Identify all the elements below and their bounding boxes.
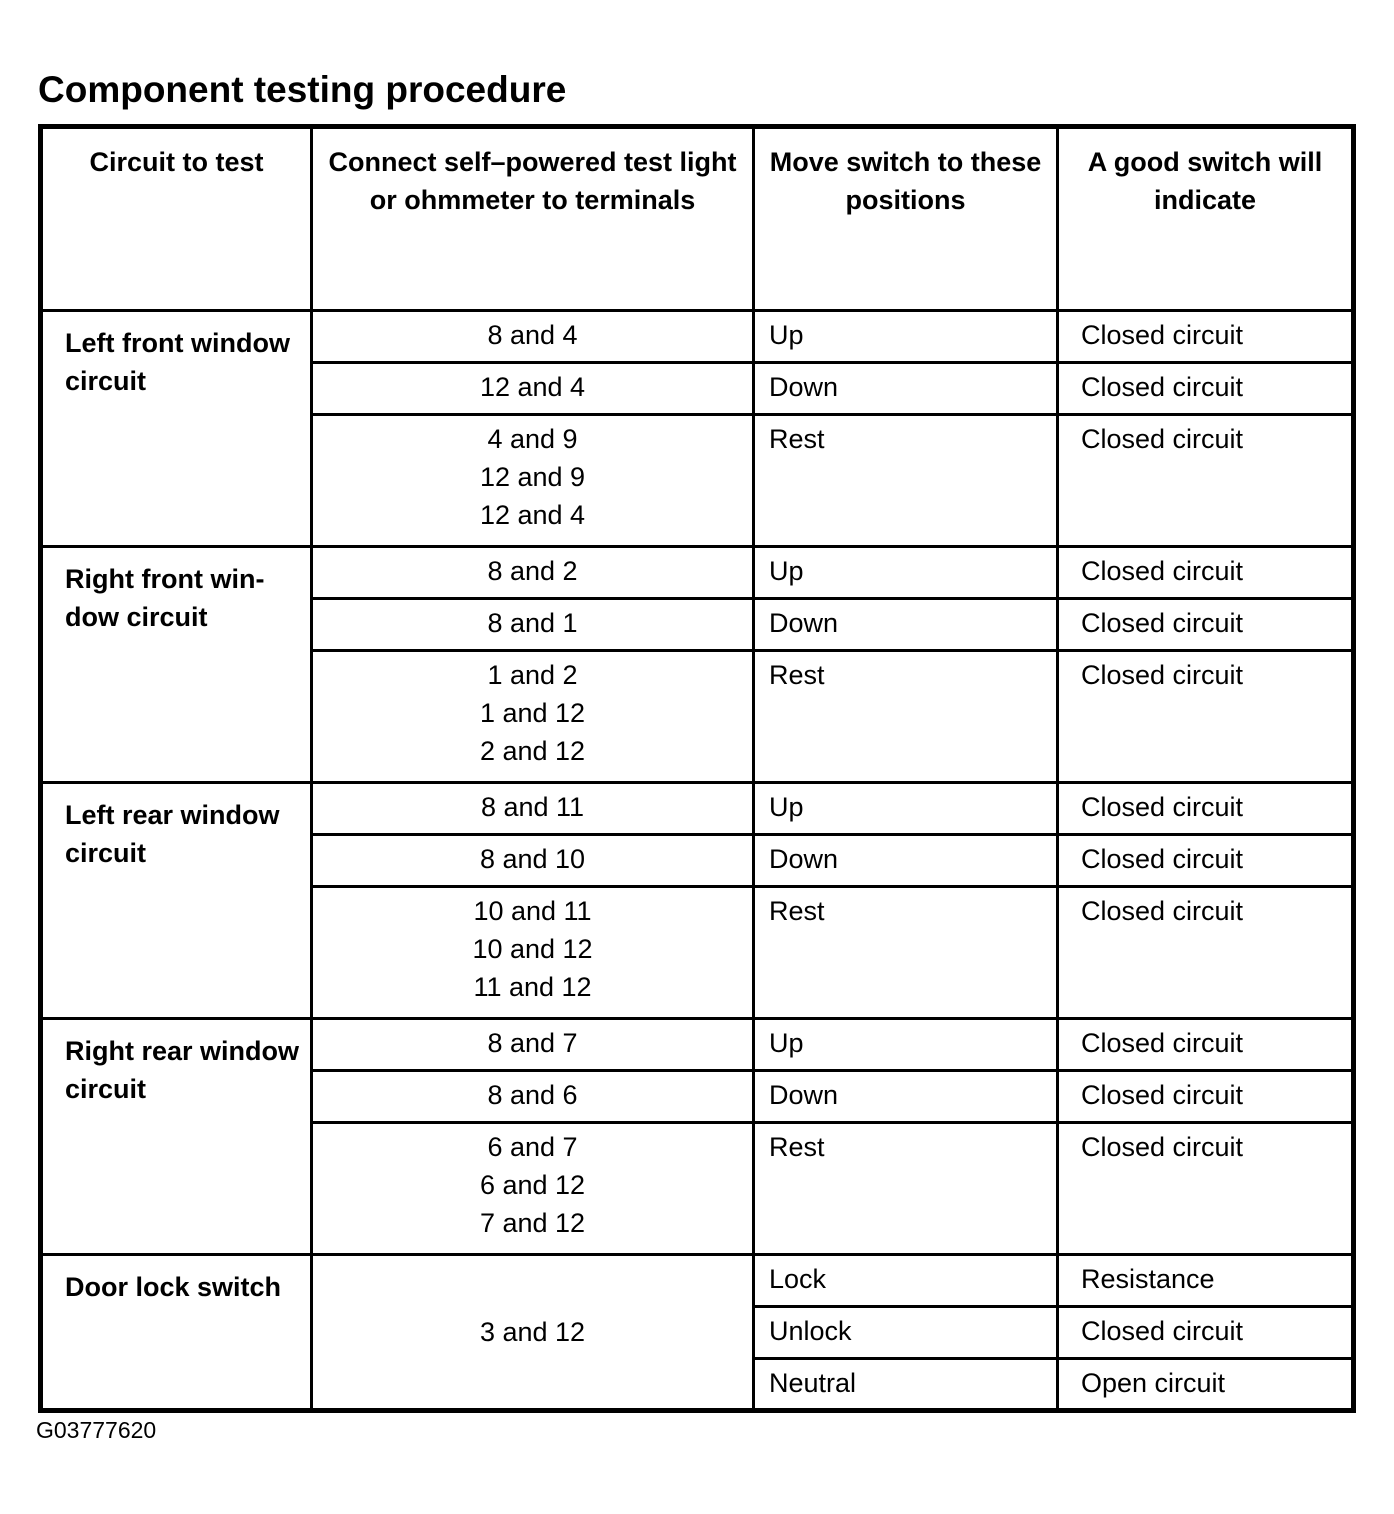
header-terminals-line1: Connect self–powered test light (328, 147, 737, 177)
indication-cell: Closed circuit (1058, 547, 1354, 599)
indication-cell: Closed circuit (1058, 1123, 1354, 1255)
position-cell: Up (754, 1019, 1058, 1071)
indication-cell: Closed circuit (1058, 415, 1354, 547)
terminal-pair: 8 and 1 (487, 608, 578, 638)
terminals-cell (312, 651, 754, 783)
circuit-cell (41, 547, 312, 783)
position-cell: Down (754, 835, 1058, 887)
table-row (41, 311, 1354, 363)
indication-cell: Closed circuit (1058, 835, 1354, 887)
position-cell: Rest (754, 1123, 1058, 1255)
page-title: Component testing procedure (38, 69, 567, 110)
circuit-name-line1: Door lock switch (65, 1272, 282, 1302)
header-circuit-text: Circuit to test (89, 147, 264, 177)
terminals-cell (312, 415, 754, 547)
position-cell: Rest (754, 651, 1058, 783)
position-cell: Up (754, 311, 1058, 363)
terminal-pair: 11 and 12 (473, 972, 592, 1002)
indication-cell: Closed circuit (1058, 783, 1354, 835)
position-cell: Down (754, 363, 1058, 415)
header-terminals-line2: or ohmmeter to terminals (369, 185, 696, 215)
terminals-cell (312, 1255, 754, 1411)
terminal-pair: 12 and 4 (479, 372, 586, 402)
position-cell: Down (754, 599, 1058, 651)
terminal-pair: 3 and 12 (479, 1317, 586, 1347)
terminals-cell (312, 363, 754, 415)
terminal-pair: 12 and 4 (479, 500, 586, 530)
header-positions (754, 127, 1058, 311)
header-terminals (312, 127, 754, 311)
terminal-pair: 6 and 12 (479, 1170, 586, 1200)
circuit-cell (41, 783, 312, 1019)
circuit-cell (41, 1019, 312, 1255)
terminal-pair: 1 and 2 (487, 660, 578, 690)
terminals-cell (312, 835, 754, 887)
header-indicate-line1: A good switch will (1087, 147, 1323, 177)
circuit-name-line1: Left rear window (65, 800, 280, 830)
position-cell: Neutral (754, 1359, 1058, 1411)
circuit-name-line1: Left front window (65, 328, 290, 358)
terminal-pair: 2 and 12 (479, 736, 586, 766)
position-cell: Rest (754, 415, 1058, 547)
terminals-cell (312, 1019, 754, 1071)
terminal-pair: 8 and 2 (487, 556, 578, 586)
terminal-pair: 10 and 12 (472, 934, 593, 964)
terminals-cell (312, 311, 754, 363)
position-cell: Rest (754, 887, 1058, 1019)
header-positions-line2: positions (845, 185, 966, 215)
indication-cell: Closed circuit (1058, 363, 1354, 415)
terminal-pair: 8 and 11 (480, 792, 585, 822)
circuit-name-line2: circuit (65, 366, 147, 396)
position-cell: Unlock (754, 1307, 1058, 1359)
indication-cell: Closed circuit (1058, 887, 1354, 1019)
header-indicate (1058, 127, 1354, 311)
terminal-pair: 8 and 10 (479, 844, 586, 874)
indication-cell: Closed circuit (1058, 1307, 1354, 1359)
header-positions-line1: Move switch to these (769, 147, 1042, 177)
position-cell: Up (754, 547, 1058, 599)
terminals-cell (312, 783, 754, 835)
header-indicate-line2: indicate (1153, 185, 1257, 215)
terminal-pair: 8 and 7 (487, 1028, 578, 1058)
header-row (41, 127, 1354, 311)
indication-cell: Resistance (1058, 1255, 1354, 1307)
terminal-pair: 6 and 7 (487, 1132, 578, 1162)
header-circuit (41, 127, 312, 311)
table-row (41, 1019, 1354, 1071)
terminal-pair: 10 and 11 (473, 896, 592, 926)
terminal-pair: 7 and 12 (479, 1208, 586, 1238)
circuit-name-line2: circuit (65, 838, 147, 868)
terminals-cell (312, 887, 754, 1019)
terminal-pair: 1 and 12 (479, 698, 586, 728)
position-cell: Lock (754, 1255, 1058, 1307)
circuit-name-line2: circuit (65, 1074, 147, 1104)
circuit-cell (41, 311, 312, 547)
table-row (41, 783, 1354, 835)
indication-cell: Closed circuit (1058, 311, 1354, 363)
indication-cell: Closed circuit (1058, 599, 1354, 651)
terminals-cell (312, 1071, 754, 1123)
terminals-cell (312, 1123, 754, 1255)
circuit-cell (41, 1255, 312, 1411)
indication-cell: Closed circuit (1058, 1019, 1354, 1071)
indication-cell: Closed circuit (1058, 1071, 1354, 1123)
terminal-pair: 8 and 4 (487, 320, 578, 350)
terminal-pair: 4 and 9 (487, 424, 578, 454)
table-row (41, 1255, 1354, 1307)
figure-id: G03777620 (36, 1417, 157, 1443)
circuit-name-line1: Right rear window (65, 1036, 300, 1066)
indication-cell: Closed circuit (1058, 651, 1354, 783)
terminals-cell (312, 547, 754, 599)
circuit-name-line1: Right front win- (65, 564, 265, 594)
table-row (41, 547, 1354, 599)
terminals-cell (312, 599, 754, 651)
circuit-name-line2: dow circuit (65, 602, 208, 632)
terminal-pair: 12 and 9 (479, 462, 586, 492)
position-cell: Down (754, 1071, 1058, 1123)
component-testing-table (38, 124, 1356, 1413)
indication-cell: Open circuit (1058, 1359, 1354, 1411)
position-cell: Up (754, 783, 1058, 835)
terminal-pair: 8 and 6 (487, 1080, 578, 1110)
